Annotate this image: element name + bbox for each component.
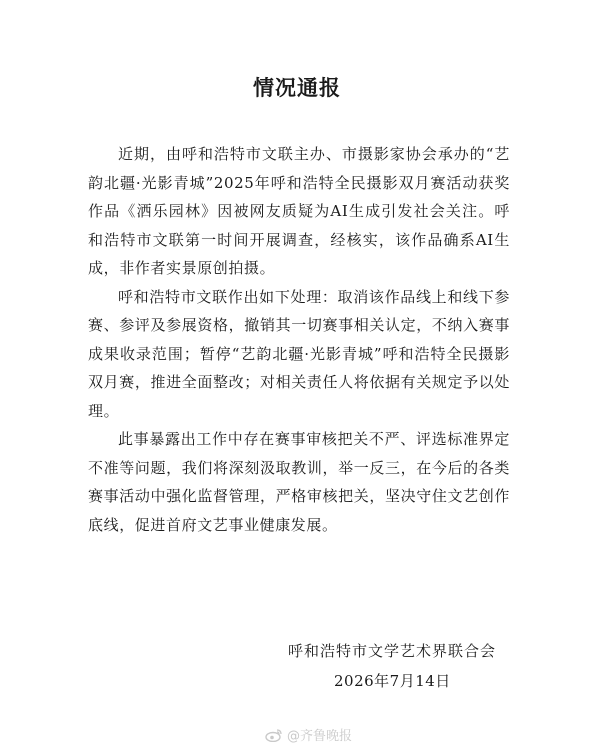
signature-block bbox=[288, 636, 496, 696]
signature-date: 2026年7月14日 bbox=[333, 672, 451, 690]
paragraph-2: 呼和浩特市文联作出如下处理：取消该作品线上和线下参赛、参评及参展资格，撤销其一切赛事相关认定，不纳入赛事成果收录范围；暂停“艺韵北疆·光影青城”呼和浩特全民摄影双月赛，推进全面整改；对相关责任人将依据有关规定予以处理。 bbox=[88, 287, 510, 420]
watermark bbox=[265, 725, 352, 744]
signature-organization: 呼和浩特市文学艺术界联合会 bbox=[287, 642, 496, 660]
weibo-icon bbox=[265, 728, 283, 742]
paragraph-3: 此事暴露出工作中存在赛事审核把关不严、评选标准界定不准等问题，我们将深刻汲取教训，举一反三，在今后的各类赛事活动中强化监督管理，严格审核把关，坚决守住文艺创作底线，促进首府文艺事业健康发展。 bbox=[88, 430, 510, 534]
paragraph-1: 近期，由呼和浩特市文联主办、市摄影家协会承办的“艺韵北疆·光影青城”2025年呼和浩特全民摄影双月赛活动获奖作品《洒乐园林》因被网友质疑为AI生成引发社会关注。呼和浩特市文联第一时间开展调查，经核实，该作品确系AI生成，非作者实景原创拍摄。 bbox=[88, 145, 510, 277]
notice-title: 情况通报 bbox=[253, 76, 341, 100]
notice-body bbox=[88, 140, 510, 539]
watermark-text: @齐鲁晚报 bbox=[286, 729, 352, 744]
